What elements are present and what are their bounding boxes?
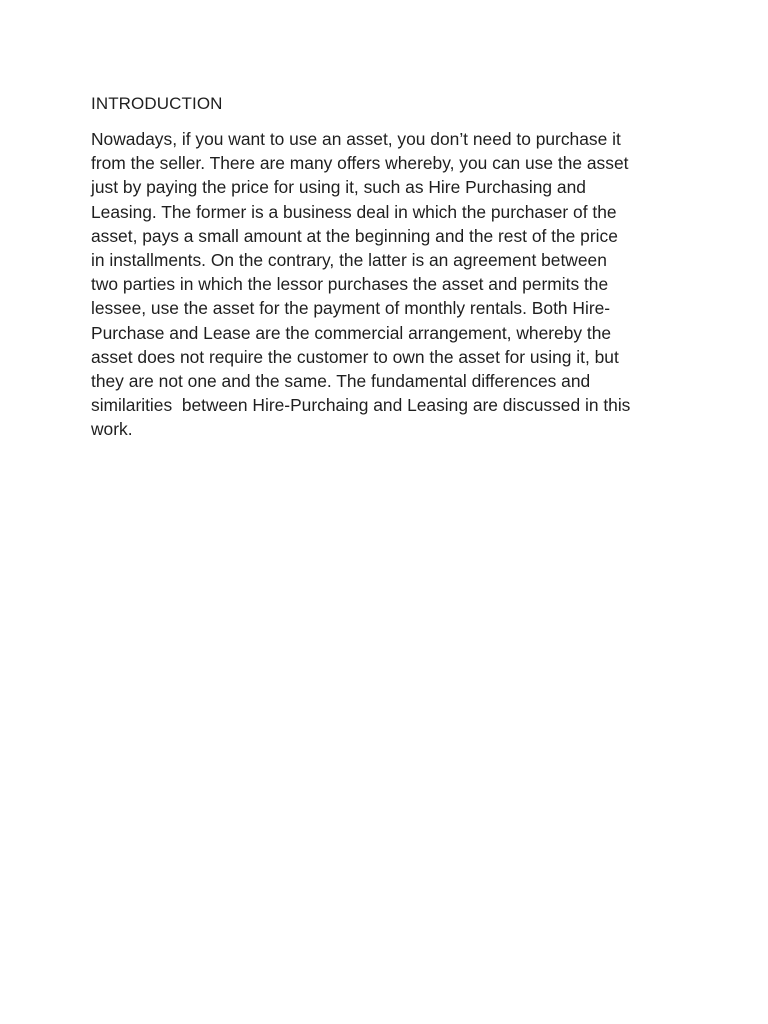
paragraph-line: two parties in which the lessor purchases the asset and permits the: [91, 274, 609, 295]
paragraph-line: in installments. On the contrary, the latter is an agreement between: [91, 250, 607, 271]
paragraph-line: just by paying the price for using it, such as Hire Purchasing and: [91, 177, 586, 198]
paragraph-line: Leasing. The former is a business deal in which the purchaser of the: [91, 201, 617, 222]
introduction-paragraph: [91, 127, 691, 442]
paragraph-line: asset, pays a small amount at the beginning and the rest of the price: [91, 225, 618, 246]
section-heading: INTRODUCTION: [91, 94, 223, 113]
paragraph-line: they are not one and the same. The fundamental differences and: [91, 371, 591, 392]
paragraph-line: Nowadays, if you want to use an asset, you don’t need to purchase it: [91, 129, 621, 149]
paragraph-line: similarities between Hire-Purchaing and Leasing are discussed in this: [91, 395, 631, 416]
paragraph-line: work.: [91, 419, 133, 440]
paragraph-line: lessee, use the asset for the payment of monthly rentals. Both Hire-: [91, 298, 611, 319]
paragraph-line: Purchase and Lease are the commercial arrangement, whereby the: [91, 322, 612, 343]
paragraph-line: from the seller. There are many offers whereby, you can use the asset: [91, 153, 629, 174]
paragraph-line: asset does not require the customer to own the asset for using it, but: [91, 346, 619, 367]
